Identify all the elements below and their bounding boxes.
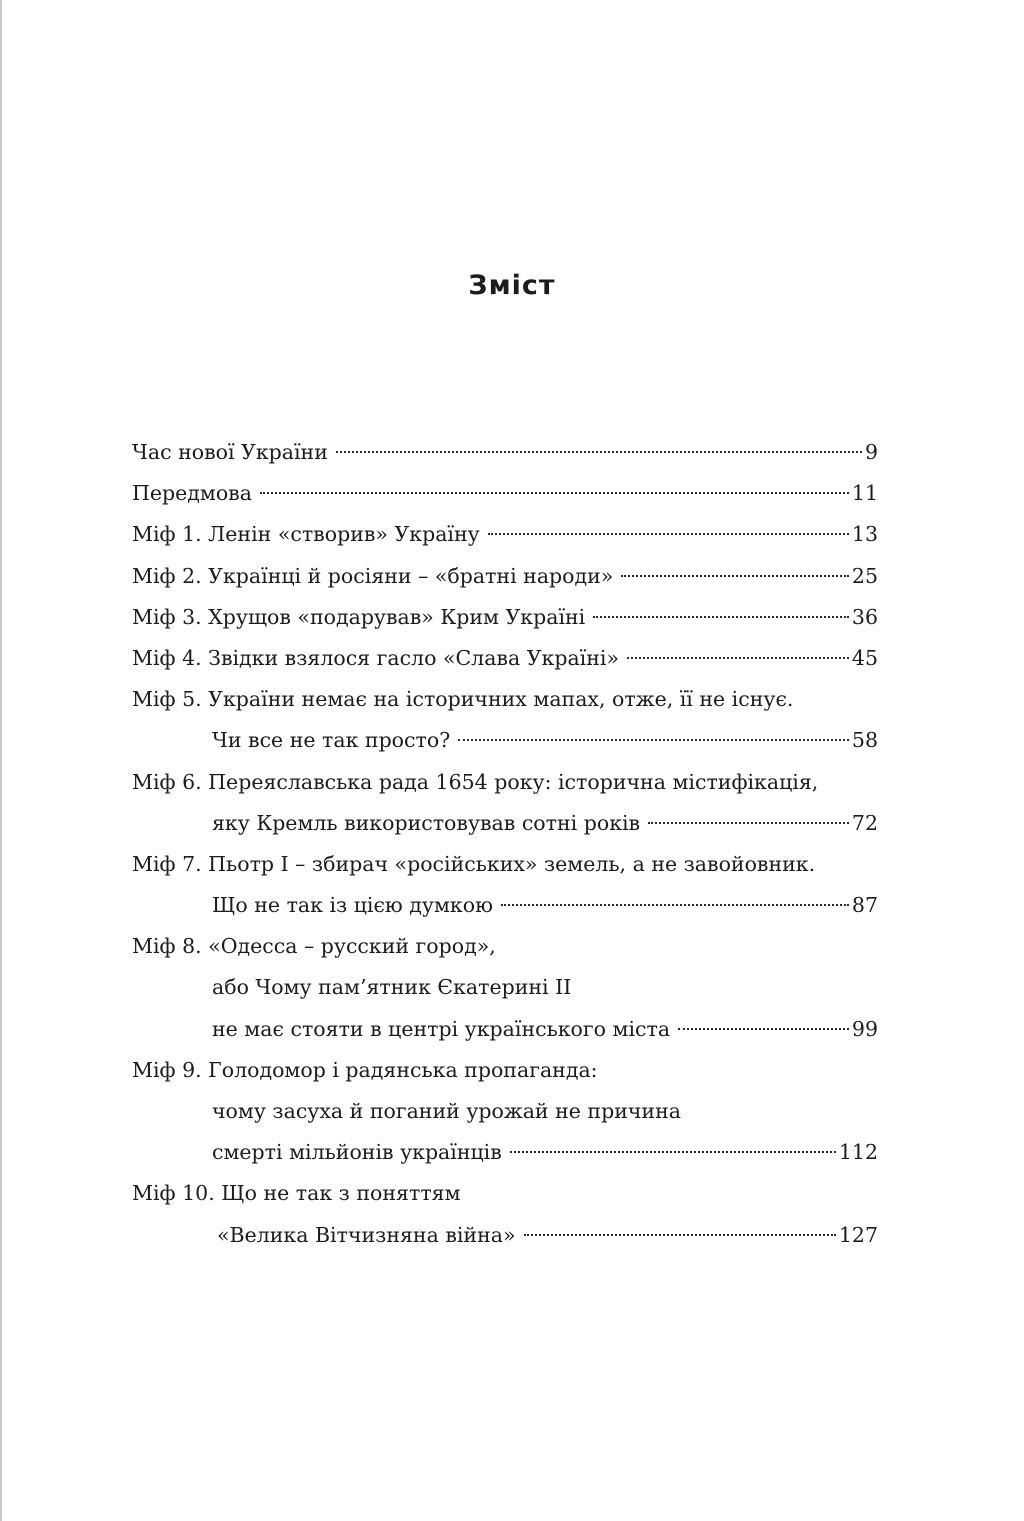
- dot-leader: [458, 739, 849, 741]
- dot-leader: [621, 575, 849, 577]
- dot-leader: [488, 533, 849, 535]
- page-number: 36: [851, 604, 878, 629]
- toc-entry-4[interactable]: Міф 2. Українці й росіяни – «братні народи» 25: [132, 556, 878, 597]
- page-number: 99: [851, 1016, 878, 1041]
- toc-entry-11-line-2[interactable]: чому засуха й поганий урожай не причина: [212, 1099, 681, 1123]
- page-number: 127: [838, 1222, 878, 1247]
- dot-leader: [260, 492, 849, 494]
- page-number: 72: [851, 810, 878, 835]
- toc-entry-3[interactable]: Міф 1. Ленін «створив» Україну 13: [132, 514, 878, 555]
- page-number: 13: [851, 522, 878, 547]
- dot-leader: [678, 1028, 849, 1030]
- toc-entry-8-line-2[interactable]: яку Кремль використовував сотні років 72: [132, 803, 878, 844]
- toc-entry-9-line-2[interactable]: Що не так із цією думкою 87: [132, 885, 878, 926]
- dot-leader: [648, 822, 849, 824]
- dot-leader: [593, 616, 849, 618]
- toc-entry-10-line-3[interactable]: не має стояти в центрі українського міста 99: [132, 1009, 878, 1050]
- dot-leader: [501, 904, 849, 906]
- page-number: 9: [864, 440, 878, 464]
- dot-leader: [524, 1234, 836, 1236]
- dot-leader: [336, 451, 862, 453]
- toc-entry-12-line-2[interactable]: «Велика Вітчизняна війна» 127: [132, 1215, 878, 1256]
- toc-entry-11-line-1[interactable]: Міф 9. Голодомор і радянська пропаганда:: [132, 1057, 598, 1082]
- toc-entry-10-line-2[interactable]: або Чому пам’ятник Єкатерині II: [212, 975, 572, 1000]
- toc-entry-5[interactable]: Міф 3. Хрущов «подарував» Крим Україні 36: [132, 597, 878, 638]
- page-number: 11: [851, 481, 878, 506]
- page-number: 45: [851, 645, 878, 670]
- toc-entry-10-line-1[interactable]: Міф 8. «Одесса – русский город»,: [132, 934, 496, 959]
- toc-entry-7-line-1[interactable]: Міф 5. України немає на історичних мапах, отже, її не існує.: [132, 687, 794, 712]
- page-edge: [0, 0, 2, 1521]
- dot-leader: [627, 657, 849, 659]
- toc-entry-8-line-1[interactable]: Міф 6. Переяславська рада 1654 року: історична містифікація,: [132, 769, 819, 794]
- page-number: 25: [851, 563, 878, 588]
- toc-entry-1[interactable]: Час нової України 9: [132, 432, 878, 473]
- page-number: 87: [851, 893, 878, 918]
- toc-entry-7-line-2[interactable]: Чи все не так просто? 58: [132, 720, 878, 761]
- toc-entry-2[interactable]: Передмова 11: [132, 473, 878, 514]
- toc-entry-6[interactable]: Міф 4. Звідки взялося гасло «Слава Україні» 45: [132, 638, 878, 679]
- page-number: 112: [838, 1140, 878, 1165]
- toc-entry-9-line-1[interactable]: Міф 7. Пьотр I – збирач «російських» земель, а не завойовник.: [132, 851, 816, 876]
- page-number: 58: [851, 728, 878, 753]
- table-of-contents: [132, 432, 878, 1256]
- dot-leader: [510, 1151, 836, 1153]
- toc-entry-11-line-3[interactable]: смерті мільйонів українців 112: [132, 1132, 878, 1173]
- toc-entry-12-line-1[interactable]: Міф 10. Що не так з поняттям: [132, 1181, 461, 1206]
- page-title: Зміст: [468, 270, 556, 301]
